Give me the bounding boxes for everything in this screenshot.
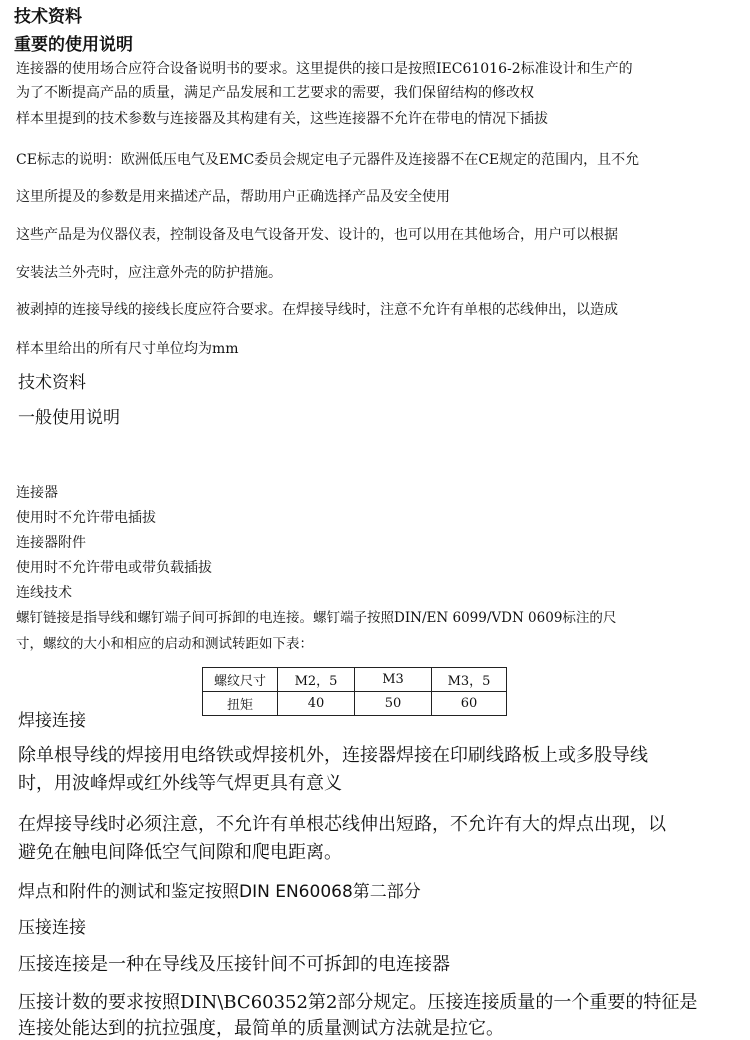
section2-title: 技术资料 <box>18 373 86 393</box>
section1-title: 技术资料 <box>14 7 82 27</box>
s1-line-1: 连接器的使用场合应符合设备说明书的要求。这里提供的接口是按照IEC61016-2标准设计和生产的 <box>16 61 633 77</box>
crimp-title: 压接连接 <box>18 918 86 938</box>
s1-line-4: CE标志的说明：欧洲低压电气及EMC委员会规定电子元器件及连接器不在CE规定的范围内，且不允 <box>16 152 640 168</box>
s3-para3: 焊点和附件的测试和鉴定按照DIN EN60068第二部分 <box>18 882 421 902</box>
table-cell: 螺纹尺寸 <box>203 668 278 692</box>
section1-subtitle: 重要的使用说明 <box>14 35 133 55</box>
s2-line-4: 使用时不允许带电或带负载插拔 <box>16 560 212 576</box>
table-cell: M3 <box>355 668 432 692</box>
s1-line-6: 这些产品是为仪器仪表，控制设备及电气设备开发、设计的，也可以用在其他场合，用户可以根据 <box>16 227 618 243</box>
table-cell: 扭矩 <box>203 692 278 716</box>
table-row <box>203 692 507 716</box>
s1-line-2: 为了不断提高产品的质量，满足产品发展和工艺要求的需要，我们保留结构的修改权 <box>16 85 534 101</box>
s3-para5-line-2: 连接处能达到的抗拉强度，最简单的质量测试方法就是拉它。 <box>18 1018 504 1039</box>
s1-line-8: 被剥掉的连接导线的接线长度应符合要求。在焊接导线时，注意不允许有单根的芯线伸出，以造成 <box>16 302 618 318</box>
table-header-row <box>203 668 507 692</box>
table-cell: M2，5 <box>278 668 355 692</box>
s3-para1-line-1: 除单根导线的焊接用电络铁或焊接机外，连接器焊接在印刷线路板上或多股导线 <box>18 745 648 766</box>
torque-table <box>202 667 507 716</box>
table-cell: 60 <box>432 692 507 716</box>
s1-line-7: 安装法兰外壳时，应注意外壳的防护措施。 <box>16 265 282 281</box>
screw-para-line-1: 螺钉链接是指导线和螺钉端子间可拆卸的电连接。螺钉端子按照DIN/EN 6099/VDN 0609标注的尺 <box>16 610 617 626</box>
section3-title: 焊接连接 <box>18 711 86 731</box>
s3-para5-line-1: 压接计数的要求按照DIN\BC60352第2部分规定。压接连接质量的一个重要的特征是 <box>18 992 698 1013</box>
s1-line-9: 样本里给出的所有尺寸单位均为mm <box>16 341 239 357</box>
s3-para4: 压接连接是一种在导线及压接针间不可拆卸的电连接器 <box>18 954 450 975</box>
s1-line-3: 样本里提到的技术参数与连接器及其构建有关，这些连接器不允许在带电的情况下插拔 <box>16 111 548 127</box>
section2-subtitle: 一般使用说明 <box>18 408 120 428</box>
s2-line-1: 连接器 <box>16 485 58 501</box>
table-cell: 40 <box>278 692 355 716</box>
s3-para2-line-2: 避免在触电间降低空气间隙和爬电距离。 <box>18 842 342 863</box>
s2-line-5: 连线技术 <box>16 585 72 601</box>
s2-line-2: 使用时不允许带电插拔 <box>16 510 156 526</box>
table-cell: 50 <box>355 692 432 716</box>
s3-para2-line-1: 在焊接导线时必须注意，不允许有单根芯线伸出短路，不允许有大的焊点出现，以 <box>18 814 666 835</box>
s3-para1-line-2: 时，用波峰焊或红外线等气焊更具有意义 <box>18 773 342 794</box>
screw-para-line-2: 寸，螺纹的大小和相应的启动和测试转距如下表： <box>16 636 313 652</box>
s2-line-3: 连接器附件 <box>16 535 86 551</box>
table-cell: M3，5 <box>432 668 507 692</box>
s1-line-5: 这里所提及的参数是用来描述产品，帮助用户正确选择产品及安全使用 <box>16 189 450 205</box>
